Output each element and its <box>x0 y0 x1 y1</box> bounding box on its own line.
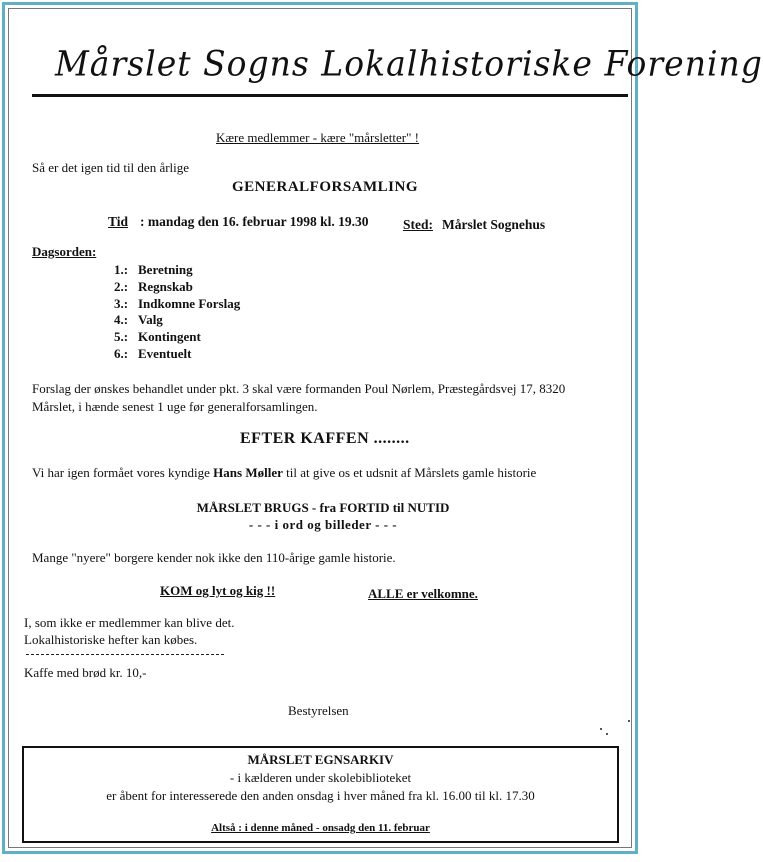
archive-opening-hours: er åbent for interesserede den anden onsdag i hver måned fra kl. 16.00 til kl. 17.30 <box>106 788 535 803</box>
agenda-item <box>114 296 240 313</box>
proposals-line-2: Mårslet, i hænde senest 1 uge før generalforsamlingen. <box>32 399 318 414</box>
agenda-item <box>114 262 240 279</box>
agenda-label: Dagsorden: <box>32 244 97 259</box>
agenda-item <box>114 312 240 329</box>
brugs-title: MÅRSLET BRUGS - fra FORTID til NUTID <box>196 500 450 515</box>
lecture-text-start: Vi har igen formået vores kyndige <box>32 465 214 480</box>
place-label: Sted: <box>403 217 433 232</box>
lecture-text <box>32 464 536 482</box>
agenda-item-number: 3.: <box>114 295 129 311</box>
agenda-item-text: Kontingent <box>138 329 201 345</box>
agenda-item-number: 2.: <box>114 278 129 294</box>
scan-speck <box>606 733 608 735</box>
association-title: Mårslet Sogns Lokalhistoriske Forening <box>55 43 763 84</box>
scan-speck <box>600 728 602 730</box>
archive-this-month <box>24 822 617 834</box>
membership-line-1: I, som ikke er medlemmer kan blive det. <box>24 615 235 630</box>
agenda-item-text: Valg <box>138 312 163 328</box>
lecturer-name: Hans Møller <box>213 465 283 480</box>
title-underline <box>32 94 628 97</box>
membership-line-2: Lokalhistoriske hefter kan købes. <box>24 632 198 647</box>
scan-speck <box>628 720 630 722</box>
dashed-divider <box>26 654 224 655</box>
agenda-item <box>114 346 240 363</box>
salutation: Kære medlemmer - kære "mårsletter" ! <box>216 130 420 145</box>
signature: Bestyrelsen <box>288 703 349 718</box>
proposals-line-1: Forslag der ønskes behandlet under pkt. 3 skal være formanden Poul Nørlem, Præstegårdsvej 17, 8320 <box>32 381 566 396</box>
agenda-list <box>114 262 240 363</box>
archive-location: - i kælderen under skolebiblioteket <box>229 770 412 785</box>
intro-text: Så er det igen tid til den årlige <box>32 160 190 175</box>
agenda-item-text: Indkomne Forslag <box>138 295 241 311</box>
time-value: : mandag den 16. februar 1998 kl. 19.30 <box>140 214 369 229</box>
archive-box <box>22 746 619 843</box>
lecture-text-end: til at give os et udsnit af Mårslets gamle historie <box>282 465 537 480</box>
agenda-item-number: 1.: <box>114 262 129 277</box>
agenda-item-number: 5.: <box>114 329 129 345</box>
agenda-item <box>114 279 240 296</box>
agenda-item-number: 4.: <box>114 312 129 328</box>
efter-kaffen-heading: EFTER KAFFEN ........ <box>240 430 410 447</box>
meeting-heading: GENERALFORSAMLING <box>232 179 419 195</box>
brugs-subtitle: - - - i ord og billeder - - - <box>248 517 398 532</box>
place-value: Mårslet Sognehus <box>442 217 546 232</box>
alle-welcome: ALLE er velkomne. <box>368 586 478 601</box>
archive-this-month-text: Altså : i denne måned - onsadg den 11. februar <box>211 822 430 834</box>
agenda-item <box>114 329 240 346</box>
kom-slogan: KOM og lyt og kig !! <box>160 583 276 598</box>
newcomers-text: Mange "nyere" borgere kender nok ikke den 110-årige gamle historie. <box>32 550 396 565</box>
archive-title: MÅRSLET EGNSARKIV <box>247 752 394 767</box>
time-label: Tid <box>108 214 129 229</box>
coffee-price: Kaffe med brød kr. 10,- <box>24 665 147 680</box>
agenda-item-text: Eventuelt <box>138 345 192 361</box>
agenda-item-text: Beretning <box>138 262 193 277</box>
agenda-item-number: 6.: <box>114 345 129 361</box>
agenda-item-text: Regnskab <box>138 278 193 294</box>
